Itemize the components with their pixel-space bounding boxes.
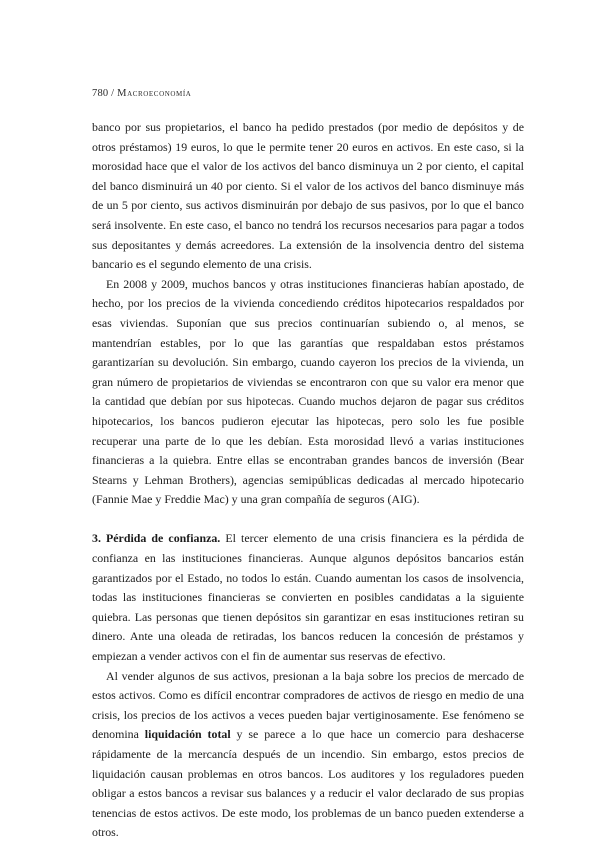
running-header: [92, 88, 191, 99]
page-number: 780: [92, 88, 109, 99]
paragraph-4-text-before: Al vender algunos de sus activos, presionan a la baja sobre los precios de mercado de estos activos. Como es difícil encontrar compradores de activos de riesgo en medio de una crisis, los precios de los activos a veces pueden bajar vertiginosamente. Ese fenómeno se denomina: [92, 668, 524, 742]
paragraph-3-text: El tercer elemento de una crisis financiera es la pérdida de confianza en las instituciones financieras. Aunque algunos depósitos bancarios están garantizados por el Estado, no todos lo están. Cuando aumentan los casos de insolvencia, todas las instituciones financieras se convierten en posibles candidatas a la siguiente quiebra. Las personas que tienen depósitos sin garantizar en esas instituciones retiran su dinero. Ante una oleada de retiradas, los bancos reducen la concesión de préstamos y empiezan a vender activos con el fin de aumentar sus reservas de efectivo.: [92, 531, 524, 664]
paragraph-4-text-after: y se parece a lo que hace un comercio para deshacerse rápidamente de la mercancía después de un incendio. Sin embargo, estos precios de liquidación causan problemas en otros bancos. Los auditores y los reguladores pueden obligar a estos bancos a revisar sus balances y a reducir el valor declarado de sus propias tenencias de estos activos. De este modo, los problemas de un banco pueden extenderse a otros.: [92, 727, 524, 840]
header-separator: /: [108, 88, 118, 99]
body-text: [92, 118, 524, 843]
paragraph-2: En 2008 y 2009, muchos bancos y otras instituciones financieras habían apostado, de hecho, por los precios de la vivienda concediendo créditos hipotecarios respaldados por esas viviendas. Suponían que sus precios continuarían subiendo o, al menos, se mantendrían estables, por lo que las garantías que respaldaban estos préstamos garantizarían su devolución. Sin embargo, cuando cayeron los precios de la vivienda, un gran número de propietarios de viviendas se encontraron con que su valor era menor que la cantidad que debían por sus hipotecas. Cuando muchos dejaron de pagar sus créditos hipotecarios, los bancos pudieron ejecutar las hipotecas, pero solo les fue posible recuperar una parte de lo que les debían. Esta morosidad llevó a varias instituciones financieras a la quiebra. Entre ellas se encontraban grandes bancos de inversión (Bear Stearns y Lehman Brothers), agencias semipúblicas dedicadas al mercado hipotecario (Fannie Mae y Freddie Mac) y una gran compañía de seguros (AIG).: [92, 276, 524, 507]
paragraph-1: banco por sus propietarios, el banco ha pedido prestados (por medio de depósitos y de otros préstamos) 19 euros, lo que le permite tener 20 euros en activos. En este caso, si la morosidad hace que el valor de los activos del banco disminuya un 2 por ciento, el capital del banco disminuirá un 40 por ciento. Si el valor de los activos del banco disminuye más de un 5 por ciento, sus activos disminuirán por debajo de sus pasivos, por lo que el banco será insolvente. En este caso, el banco no tendrá los recursos necesarios para pagar a todos sus depositantes y demás acreedores. La extensión de la insolvencia dentro del sistema bancario es el segundo elemento de una crisis.: [92, 120, 524, 272]
section-heading: 3. Pérdida de confianza.: [92, 531, 221, 546]
running-title: Macroeconomía: [117, 88, 192, 99]
key-term: liquidación total: [144, 727, 231, 742]
paragraph-3: [92, 529, 524, 666]
paragraph-4: [92, 667, 524, 843]
